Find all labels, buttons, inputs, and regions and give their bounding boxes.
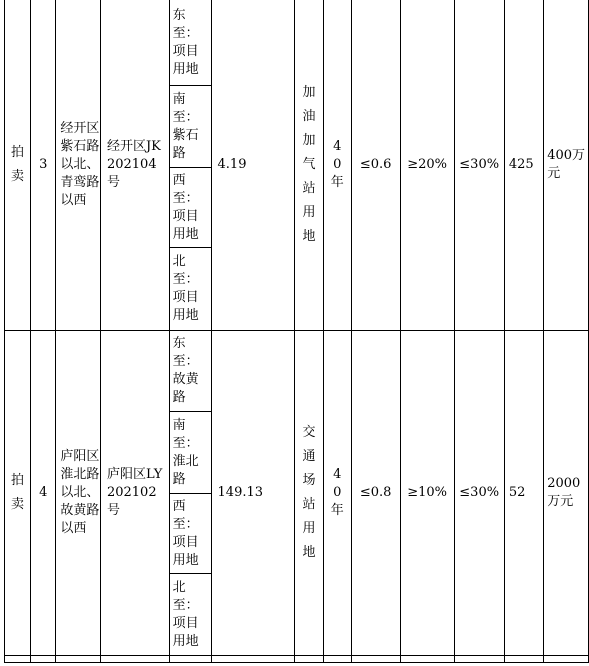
transfer-method-cell: 拍卖 [5,331,31,656]
green-ratio-cell: ≤30% [454,331,504,656]
boundary-east-cell: 东至：项目用地 [169,0,211,86]
parcel-code-cell: 经开区JK202104号 [100,0,169,331]
table-cell [351,656,400,663]
boundary-north-cell: 北至：项目用地 [169,574,211,656]
lease-term-cell: 40年 [323,331,351,656]
table-row [5,331,589,412]
table-row [5,0,589,86]
parcel-number-cell: 4 [31,331,56,656]
floor-area-ratio-cell: ≤0.6 [351,0,400,331]
lease-term-cell: 40年 [323,0,351,331]
parcel-location-cell: 经开区紫石路以北、青鸾路以西 [56,0,101,331]
starting-price-cell: 400万元 [544,0,589,331]
boundary-north-cell: 北至：项目用地 [169,248,211,331]
table-cell [400,656,454,663]
table-cell [56,656,101,663]
boundary-east-cell: 东至：故黄路 [169,331,211,412]
floor-area-ratio-cell: ≤0.8 [351,331,400,656]
height-cell: 425 [504,0,543,331]
table-cell [5,656,31,663]
table-cell [211,656,295,663]
height-cell: 52 [504,331,543,656]
land-use-cell: 交通场站用地 [295,331,324,656]
green-ratio-cell: ≤30% [454,0,504,331]
transfer-method-cell: 拍卖 [5,0,31,331]
table-cell [31,656,56,663]
table-cell [454,656,504,663]
boundary-south-cell: 南至：紫石路 [169,86,211,168]
starting-price-cell: 2000万元 [544,331,589,656]
parcel-number-cell: 3 [31,0,56,331]
parcel-code-cell: 庐阳区LY202102号 [100,331,169,656]
parcel-area-cell: 149.13 [211,331,295,656]
table-cell [323,656,351,663]
table-cell [504,656,543,663]
building-density-cell: ≥10% [400,331,454,656]
table-cell [295,656,324,663]
boundary-west-cell: 西至：项目用地 [169,494,211,574]
building-density-cell: ≥20% [400,0,454,331]
parcel-area-cell: 4.19 [211,0,295,331]
parcel-location-cell: 庐阳区淮北路以北、故黄路以西 [56,331,101,656]
land-use-cell: 加油加气站用地 [295,0,324,331]
table-row [5,656,589,663]
table-cell [544,656,589,663]
boundary-west-cell: 西至：项目用地 [169,168,211,248]
land-auction-table [4,0,589,663]
table-cell [100,656,169,663]
table-cell [169,656,211,663]
boundary-south-cell: 南至：淮北路 [169,412,211,494]
